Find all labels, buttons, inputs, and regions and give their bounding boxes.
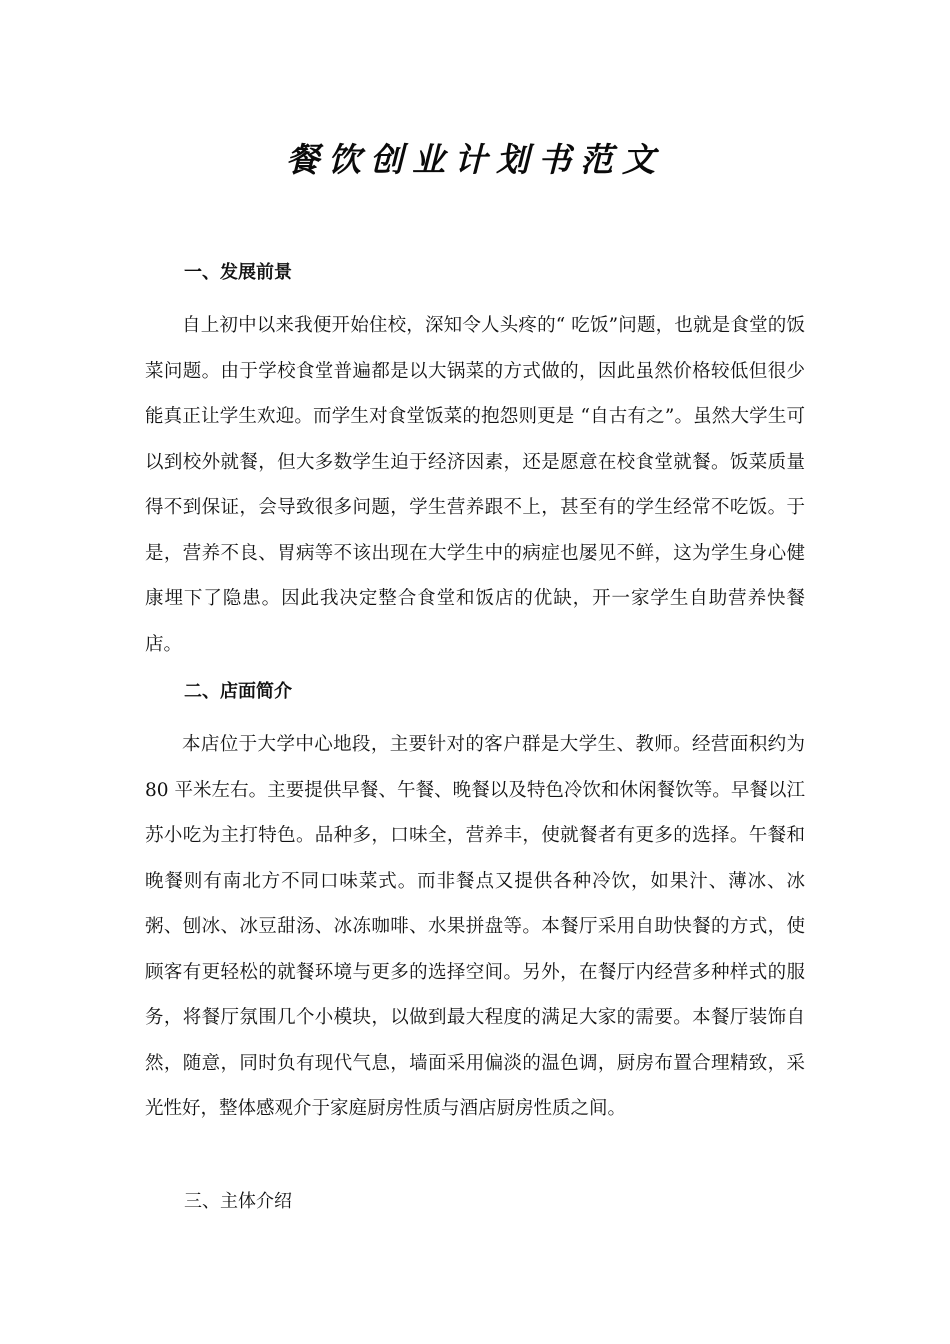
section-paragraph-store-intro: 本店位于大学中心地段，主要针对的客户群是大学生、教师。经营面积约为 80 平米左右。主要提供早餐、午餐、晚餐以及特色冷饮和休闲餐饮等。早餐以江苏小吃为主打特色。品种多，口味全，营养丰，使就餐者有更多的选择。午餐和晚餐则有南北方不同口味菜式。而非餐点又提供各种冷饮，如果汁、薄冰、冰粥、刨冰、冰豆甜汤、冰冻咖啡、水果拼盘等。本餐厅采用自助快餐的方式，使顾客有更轻松的就餐环境与更多的选择空间。另外，在餐厅内经营多种样式的服务，将餐厅氛围几个小模块，以做到最大程度的满足大家的需要。本餐厅装饰自然，随意，同时负有现代气息，墙面采用偏淡的温色调，厨房布置合理精致，采光性好，整体感观介于家庭厨房性质与酒店厨房性质之间。 [145,734,805,1119]
section-heading-store-intro: 二、店面简介 [184,681,292,702]
document-title: 餐饮创业计划书范文 [286,140,664,179]
section-paragraph-prospects: 自上初中以来我便开始住校，深知令人头疼的“ 吃饭”问题，也就是食堂的饭菜问题。由于学校食堂普遍都是以大锅菜的方式做的，因此虽然价格较低但很少能真正让学生欢迎。而学生对食堂饭菜的抱怨则更是 “自古有之”。虽然大学生可以到校外就餐，但大多数学生迫于经济因素，还是愿意在校食堂就餐。饭菜质量得不到保证，会导致很多问题，学生营养跟不上，甚至有的学生经常不吃饭。于是，营养不良、胃病等不该出现在大学生中的病症也屡见不鲜，这为学生身心健康埋下了隐患。因此我决定整合食堂和饭店的优缺，开一家学生自助营养快餐店。 [145,315,805,655]
section-heading-prospects: 一、发展前景 [184,262,292,283]
section-heading-main-intro: 三、主体介绍 [184,1191,292,1212]
